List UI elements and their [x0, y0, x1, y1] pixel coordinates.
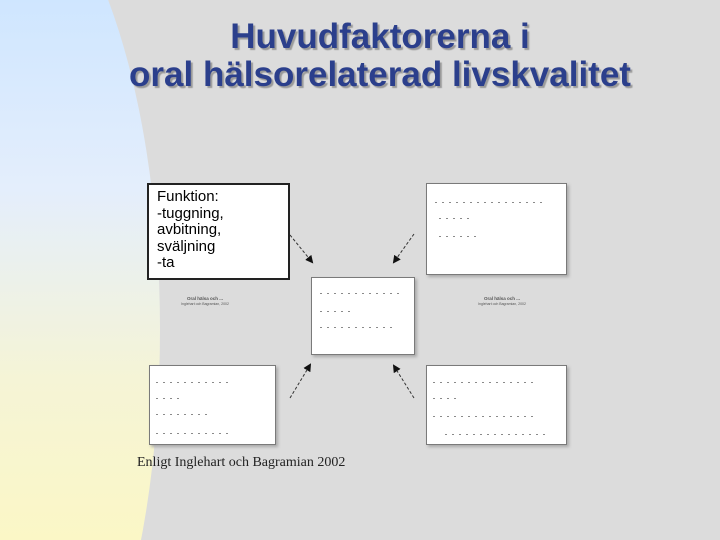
arrow-bottom-left: [290, 365, 310, 398]
title-line-2: oral hälsorelaterad livskvalitet: [129, 55, 631, 94]
arrow-top-left: [290, 235, 312, 262]
box-function: [147, 183, 290, 280]
title-line-1: Huvudfaktorerna i: [230, 17, 530, 56]
box-bottom-left: [149, 365, 276, 445]
function-item: -tuggning,: [157, 204, 224, 222]
source-citation: Enligt Inglehart och Bagramian 2002: [137, 455, 346, 470]
function-item: sväljning: [157, 237, 216, 255]
arrow-top-right: [394, 234, 414, 262]
arrow-bottom-right: [394, 366, 414, 398]
box-bottom-right: [426, 365, 567, 445]
small-label-right-line1: Oral hälsa och ...: [483, 296, 520, 301]
small-label-left-line2: Inglehart och Bagramian, 2002: [181, 302, 229, 306]
function-item: -ta: [157, 254, 175, 271]
small-label-left: [140, 296, 270, 307]
box-top-right: [426, 183, 567, 275]
function-heading: Funktion:: [157, 188, 219, 205]
function-item: avbitning,: [157, 221, 222, 238]
small-label-right: [437, 296, 567, 307]
small-label-right-line2: Inglehart och Bagramian, 2002: [478, 302, 526, 306]
box-center: [311, 277, 415, 355]
small-label-left-line1: Oral hälsa och ...: [186, 296, 223, 301]
